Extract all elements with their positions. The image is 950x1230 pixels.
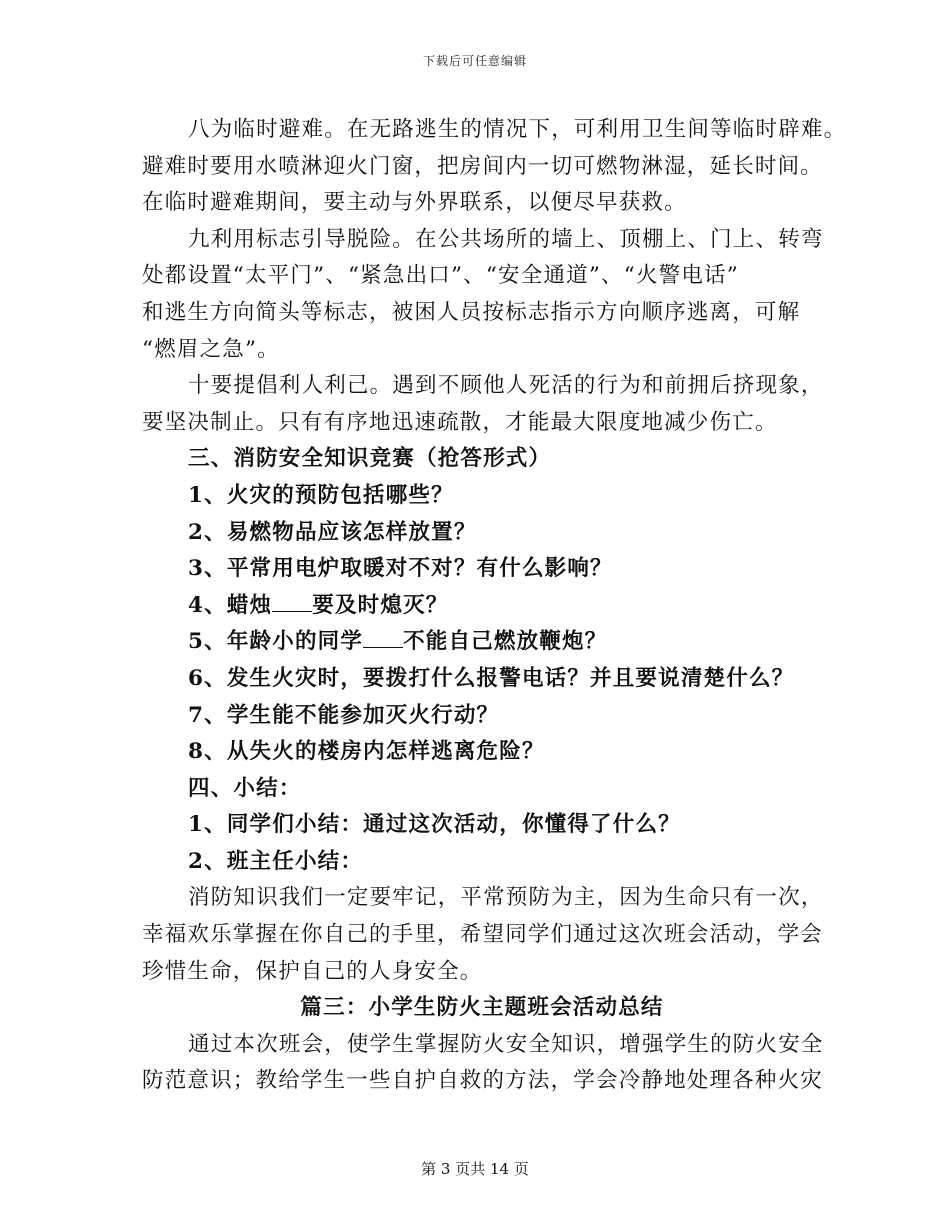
paragraph-line: 和逃生方向简头等标志，被困人员按标志指示方向顺序逃离，可解 <box>142 299 801 325</box>
paragraph-line: 幸福欢乐掌握在你自己的手里，希望同学们通过这次班会活动，学会 <box>142 922 824 948</box>
paragraph-line: 十要提倡利人利己。遇到不顾他人死活的行为和前拥后挤现象， <box>188 373 824 399</box>
paragraph-line: “燃眉之急”。 <box>142 336 280 362</box>
quiz-question-text: 4、蜡烛 <box>188 592 273 618</box>
paragraph-line: 八为临时避难。在无路逃生的情况下，可利用卫生间等临时辟难。 <box>188 117 847 142</box>
paragraph-line: 在临时避难期间，要主动与外界联系，以便尽早获救。 <box>142 190 687 216</box>
summary-item: 1、同学们小结：通过这次活动，你懂得了什么？ <box>188 812 681 838</box>
quiz-question: 7、学生能不能参加灭火行动？ <box>188 702 500 728</box>
quiz-question-text: 不能自己燃放鞭炮？ <box>403 629 608 655</box>
quiz-question: 6、发生火灾时，要拨打什么报警电话？并且要说清楚什么？ <box>188 665 795 691</box>
summary-item: 2、班主任小结： <box>188 848 364 874</box>
header-note: 下载后可任意编辑 <box>422 54 527 68</box>
paragraph-line: 九利用标志引导脱险。在公共场所的墙上、顶棚上、门上、转弯 <box>188 226 824 252</box>
quiz-question-text: 要及时熄灭？ <box>312 592 449 618</box>
paragraph-line: 通过本次班会，使学生掌握防火安全知识，增强学生的防火安全 <box>188 1031 824 1057</box>
part-title: 篇三：小学生防火主题班会活动总结 <box>300 995 664 1021</box>
fill-blank <box>363 629 403 648</box>
fill-blank <box>272 593 312 612</box>
paragraph-line: 处都设置“太平门”、“紧急出口”、“安全通道”、“火警电话” <box>142 263 739 289</box>
quiz-question: 2、易燃物品应该怎样放置？ <box>188 519 477 545</box>
paragraph-line: 珍惜生命，保护自己的人身安全。 <box>142 958 483 984</box>
paragraph-line: 要坚决制止。只有有序地迅速疏散，才能最大限度地减少伤亡。 <box>142 409 778 435</box>
quiz-question <box>142 624 822 661</box>
section-heading: 四、小结： <box>188 775 302 801</box>
paragraph-line: 避难时要用水喷淋迎火门窗，把房间内一切可燃物淋湿，延长时间。 <box>142 153 824 179</box>
section-heading: 三、消防安全知识竞赛（抢答形式） <box>188 446 552 472</box>
quiz-question <box>142 588 822 625</box>
paragraph-line: 消防知识我们一定要牢记，平常预防为主，因为生命只有一次， <box>188 885 824 911</box>
quiz-question: 1、火灾的预防包括哪些？ <box>188 482 454 508</box>
page-number: 第 3 页共 14 页 <box>421 1160 529 1178</box>
paragraph-line: 防范意识；教给学生一些自护自救的方法，学会冷静地处理各种火灾 <box>142 1068 824 1094</box>
document-body <box>142 112 847 1100</box>
quiz-question: 3、平常用电炉取暖对不对？有什么影响？ <box>188 556 613 582</box>
quiz-question-text: 5、年龄小的同学 <box>188 629 364 655</box>
quiz-question: 8、从失火的楼房内怎样逃离危险？ <box>188 739 545 765</box>
